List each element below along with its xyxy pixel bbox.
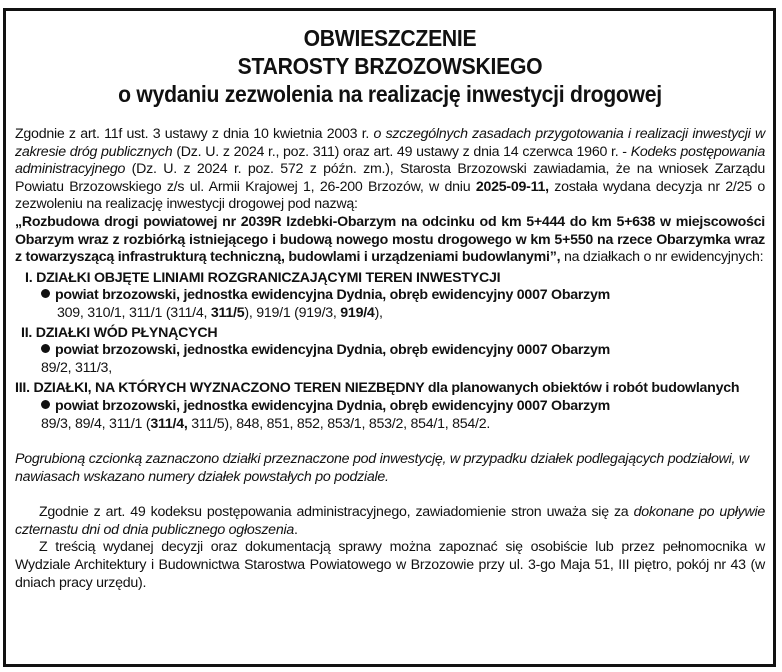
intro-text: została wydana decyzja nr 2/25 o zezwoleniu na realizację inwestycji drogowej pod nazwą:	[15, 178, 765, 213]
decision-date: 2025-09-11,	[475, 178, 549, 195]
bullet-icon	[41, 344, 50, 353]
inspection-paragraph: Z treścią wydanej decyzji oraz dokumentacją sprawy można zapoznać się osobiście lub przez pełnomocnika w Wydziale Architektury i Budownictwa Starostwa Powiatowego w Brzozowie przy ul. 3-go Maja 51, III piętro, pokój nr 43 (w dniach pracy urzędu).	[15, 539, 765, 591]
unit-text: powiat brzozowski, jednostka ewidencyjna Dydnia, obręb ewidencyjny 0007 Obarzym	[55, 287, 611, 304]
unit-text: powiat brzozowski, jednostka ewidencyjna Dydnia, obręb ewidencyjny 0007 Obarzym	[55, 397, 611, 414]
section-unit	[15, 398, 765, 416]
parcel-bold: 919/4	[340, 304, 375, 321]
notice-frame	[3, 8, 776, 667]
intro-paragraph	[15, 126, 765, 267]
intro-text: Zgodnie z art. 11f ust. 3 ustawy z dnia 10 kwietnia 2003 r.	[15, 126, 374, 142]
intro-code-title: Kodeks postępowania administracyjnego	[15, 143, 765, 178]
section-unit	[15, 342, 765, 360]
notice-subject: o wydaniu zezwolenia na realizację inwestycji drogowej	[118, 81, 662, 107]
parcel-bold: 311/5	[210, 304, 245, 321]
bullet-icon	[41, 289, 50, 298]
closing-text: .	[294, 521, 298, 538]
closing-paragraph	[15, 504, 765, 539]
section-unit	[15, 287, 765, 305]
parcel-text: ), 919/1 (919/3,	[244, 304, 341, 321]
intro-text: (Dz. U. z 2024 r. poz. 572 z późn. zm.), Starosta Brzozowski zawiadamia, że na wniosek Zarządu Powiatu Brzozowskiego z/s ul. Armii Krajowej 1, 26-200 Brzozów, w dniu	[15, 161, 765, 195]
project-name: „Rozbudowa drogi powiatowej nr 2039R Izdebki-Obarzym na odcinku od km 5+444 do km 5+638 w miejscowości Obarzym wraz z rozbiórką istniejącego i budową nowego mostu drogowego w km 5+550 na rzece Obarzymka wraz z towarzyszącą infrastrukturą techniczną, budowlami i urządzeniami budowlanymi”,	[15, 213, 765, 266]
bold-font-note: Pogrubioną czcionką zaznaczono działki przeznaczone pod inwestycję, w przypadku działek podlegających podziałowi, w nawiasach wskazano numery działek powstałych po podziale.	[15, 451, 749, 485]
parcel-text: 309, 310/1, 311/1 (311/4,	[57, 304, 211, 321]
parcel-list	[15, 416, 765, 434]
parcel-bold: 311/4,	[150, 415, 188, 432]
section-heading: II. DZIAŁKI WÓD PŁYNĄCYCH	[21, 324, 218, 341]
parcel-list	[15, 360, 765, 378]
parcel-text: 89/3, 89/4, 311/1 (	[41, 415, 151, 432]
intro-text: (Dz. U. z 2024 r., poz. 311) oraz art. 49 ustawy z dnia 14 czerwca 1960 r. -	[172, 143, 631, 160]
notice-title: OBWIESZCZENIE	[303, 25, 477, 51]
intro-act-title: o szczególnych zasadach przygotowania i realizacji inwestycji w zakresie dróg publicznych	[15, 126, 765, 160]
intro-text: na działkach o nr ewidencyjnych:	[560, 249, 764, 266]
parcel-list	[15, 305, 765, 323]
unit-text: powiat brzozowski, jednostka ewidencyjna Dydnia, obręb ewidencyjny 0007 Obarzym	[55, 342, 611, 359]
closing-italic: dokonane po upływie czternastu dni od dnia publicznego ogłoszenia	[15, 504, 765, 538]
section-heading: III. DZIAŁKI, NA KTÓRYCH WYZNACZONO TEREN NIEZBĘDNY dla planowanych obiektów i robót budowlanych	[15, 380, 740, 397]
section-heading: I. DZIAŁKI OBJĘTE LINIAMI ROZGRANICZAJĄCYMI TEREN INWESTYCJI	[25, 269, 501, 286]
parcel-text: 89/2, 311/3,	[41, 359, 112, 376]
bullet-icon	[41, 400, 50, 409]
parcel-text: ),	[374, 304, 383, 321]
notice-body	[6, 11, 773, 592]
parcel-text: 311/5), 848, 851, 852, 853/1, 853/2, 854/1, 854/2.	[187, 415, 491, 432]
closing-text: Zgodnie z art. 49 kodeksu postępowania administracyjnego, zawiadomienie stron uważa się za	[39, 504, 634, 521]
notice-issuer: STAROSTY BRZOZOWSKIEGO	[237, 53, 543, 79]
